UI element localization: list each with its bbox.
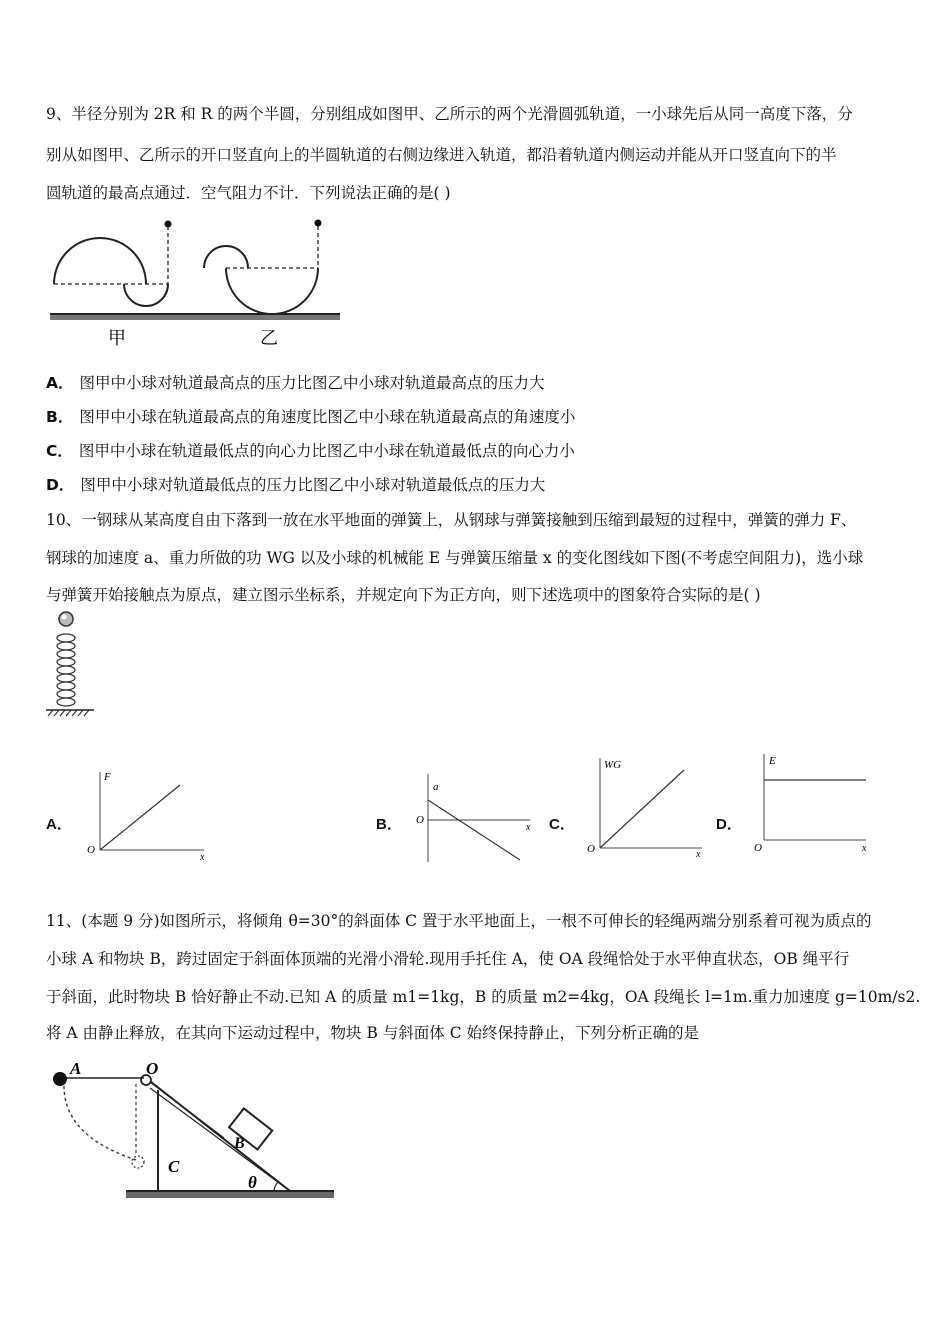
q11-line-4: 将 A 由静止释放，在其向下运动过程中，物块 B 与斜面体 C 始终保持静止，下列分析正确的是 bbox=[46, 1024, 700, 1042]
q10-graph-b-origin: O bbox=[416, 814, 424, 826]
q9-option-c-text: 图甲中小球在轨道最低点的向心力比图乙中小球在轨道最低点的向心力小 bbox=[78, 442, 575, 460]
q10-graph-c bbox=[584, 756, 714, 868]
q9-option-d-letter: D． bbox=[46, 476, 75, 494]
q11-fig-label-theta: θ bbox=[248, 1173, 257, 1192]
q11-figure bbox=[44, 1058, 344, 1208]
q9-line-1: 9、半径分别为 2R 和 R 的两个半圆，分别组成如图甲、乙所示的两个光滑圆弧轨道，一小球先后从同一高度下落，分 bbox=[46, 105, 853, 123]
q9-figure bbox=[44, 216, 344, 352]
q10-line-2: 钢球的加速度 a、重力所做的功 WG 以及小球的机械能 E 与弹簧压缩量 x 的变化图线如下图(不考虑空间阻力)，选小球 bbox=[46, 549, 864, 567]
q10-graph-d-letter: D． bbox=[716, 816, 742, 833]
q10-spring bbox=[57, 634, 75, 706]
q9-fig-yi-ball bbox=[315, 220, 322, 227]
q11-fig-label-c: C bbox=[168, 1157, 180, 1176]
q10-graph-a-letter: A． bbox=[46, 816, 72, 833]
q9-fig-ground-hatch bbox=[50, 315, 340, 320]
q11-fig-label-a: A bbox=[70, 1059, 82, 1078]
q9-option-c-letter: C． bbox=[46, 442, 73, 460]
q11-fig-rope-ob bbox=[150, 1082, 224, 1138]
q9-option-d-text: 图甲中小球对轨道最低点的压力比图乙中小球对轨道最低点的压力大 bbox=[80, 476, 546, 494]
q10-steel-ball bbox=[59, 612, 73, 626]
q10-line-1: 10、一钢球从某高度自由下落到一放在水平地面的弹簧上，从钢球与弹簧接触到压缩到最短的过程中，弹簧的弹力 F、 bbox=[46, 511, 857, 529]
q10-graph-a bbox=[84, 768, 214, 868]
q9-option-b bbox=[46, 405, 575, 427]
q10-spring-figure bbox=[44, 610, 104, 722]
q9-line-2: 别从如图甲、乙所示的开口竖直向上的半圆轨道的右侧边缘进入轨道，都沿着轨道内侧运动并能从开口竖直向下的半 bbox=[46, 146, 837, 164]
q9-fig-jia-small-semicircle bbox=[124, 284, 168, 306]
q9-option-d bbox=[46, 473, 545, 495]
q9-fig-yi-small-semicircle bbox=[204, 246, 248, 268]
q9-fig-jia-ball bbox=[165, 221, 172, 228]
q9-option-b-text: 图甲中小球在轨道最高点的角速度比图乙中小球在轨道最高点的角速度小 bbox=[79, 408, 576, 426]
q10-graph-c-ylabel: WG bbox=[604, 759, 622, 771]
q11-fig-ball-a bbox=[53, 1072, 67, 1086]
q10-graph-c-xlabel: x bbox=[696, 849, 701, 860]
q10-graph-b-xlabel: x bbox=[526, 822, 531, 833]
q9-option-b-letter: B． bbox=[46, 408, 74, 426]
q10-graph-b-curve bbox=[428, 800, 520, 860]
q11-fig-label-b: B bbox=[234, 1135, 245, 1152]
q10-graph-a-xlabel: x bbox=[200, 852, 205, 863]
q9-line-3: 圆轨道的最高点通过．空气阻力不计．下列说法正确的是( ) bbox=[46, 184, 451, 202]
q11-line-1: 11、(本题 9 分)如图所示，将倾角 θ=30°的斜面体 C 置于水平地面上，一根不可伸长的轻绳两端分别系着可视为质点的 bbox=[46, 912, 872, 930]
q11-fig-theta-arc bbox=[274, 1182, 278, 1191]
q10-graph-d-origin: O bbox=[754, 842, 762, 854]
q10-graph-a-origin: O bbox=[87, 844, 95, 856]
q10-graph-d-xlabel: x bbox=[862, 843, 867, 854]
q11-fig-ground-hatch bbox=[126, 1192, 334, 1198]
q10-graph-d-ylabel: E bbox=[769, 755, 776, 767]
q9-fig-yi-big-semicircle bbox=[226, 268, 318, 314]
q10-graph-a-curve bbox=[100, 785, 180, 850]
q11-fig-label-o: O bbox=[146, 1059, 159, 1078]
q10-graph-c-letter: C． bbox=[549, 816, 575, 833]
q9-fig-label-jia: 甲 bbox=[108, 328, 126, 348]
q9-option-c bbox=[46, 439, 575, 461]
q11-line-2: 小球 A 和物块 B，跨过固定于斜面体顶端的光滑小滑轮.现用手托住 A，使 OA 段绳恰处于水平伸直状态，OB 绳平行 bbox=[46, 950, 850, 968]
q10-graph-a-ylabel: F bbox=[104, 771, 111, 783]
q10-line-3: 与弹簧开始接触点为原点，建立图示坐标系，并规定向下为正方向，则下述选项中的图象符合实际的是( ) bbox=[46, 586, 761, 604]
q11-line-3: 于斜面，此时物块 B 恰好静止不动.已知 A 的质量 m1=1kg，B 的质量 m2=4kg，OA 段绳长 l=1m.重力加速度 g=10m/s2. bbox=[46, 988, 921, 1006]
q9-option-a-text: 图甲中小球对轨道最高点的压力比图乙中小球对轨道最高点的压力大 bbox=[79, 374, 545, 392]
q9-option-a-letter: A． bbox=[46, 374, 74, 392]
q10-graph-c-origin: O bbox=[587, 843, 595, 855]
q10-graph-b-ylabel: a bbox=[433, 781, 439, 793]
q9-fig-label-yi: 乙 bbox=[260, 328, 278, 348]
q10-graph-c-curve bbox=[600, 770, 684, 848]
q10-graph-b bbox=[412, 772, 542, 864]
q10-graph-d bbox=[750, 750, 880, 860]
q9-option-a bbox=[46, 371, 545, 393]
q11-fig-trajectory bbox=[64, 1086, 136, 1160]
q9-fig-jia-big-semicircle bbox=[54, 238, 146, 284]
q10-graph-b-letter: B． bbox=[376, 816, 402, 833]
